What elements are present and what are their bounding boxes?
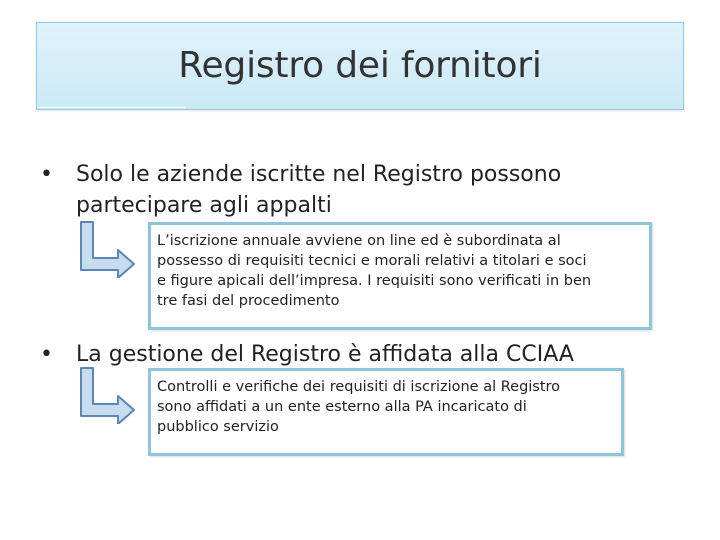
bullet-2-symbol: • [40,342,53,367]
note-1-line-1: L’iscrizione annuale avviene on line ed è subordinata al [157,233,561,249]
bent-arrow-icon [76,218,138,278]
bullet-1-symbol: • [40,162,53,187]
slide-title: Registro dei fornitori [178,45,542,86]
bent-arrow-icon [76,364,138,424]
note-box-2 [148,368,624,456]
note-2-line-1: Controlli e verifiche dei requisiti di iscrizione al Registro [157,379,561,395]
note-box-1 [148,222,652,330]
bullet-1-line-2: partecipare agli appalti [76,193,332,218]
note-1-line-3: e figure apicali dell’impresa. I requisiti sono verificati in ben [157,273,592,289]
note-2-line-3: pubblico servizio [157,419,279,435]
note-1-line-4: tre fasi del procedimento [157,293,340,309]
title-banner [36,22,684,110]
note-2-line-2: sono affidati a un ente esterno alla PA incaricato di [157,399,527,415]
title-divider [37,107,185,108]
bullet-1-line-1: Solo le aziende iscritte nel Registro possono [76,162,562,187]
bullet-1 [40,160,680,220]
bullet-2-line-1: La gestione del Registro è affidata alla CCIAA [76,342,574,367]
note-1-line-2: possesso di requisiti tecnici e morali relativi a titolari e soci [157,253,587,269]
